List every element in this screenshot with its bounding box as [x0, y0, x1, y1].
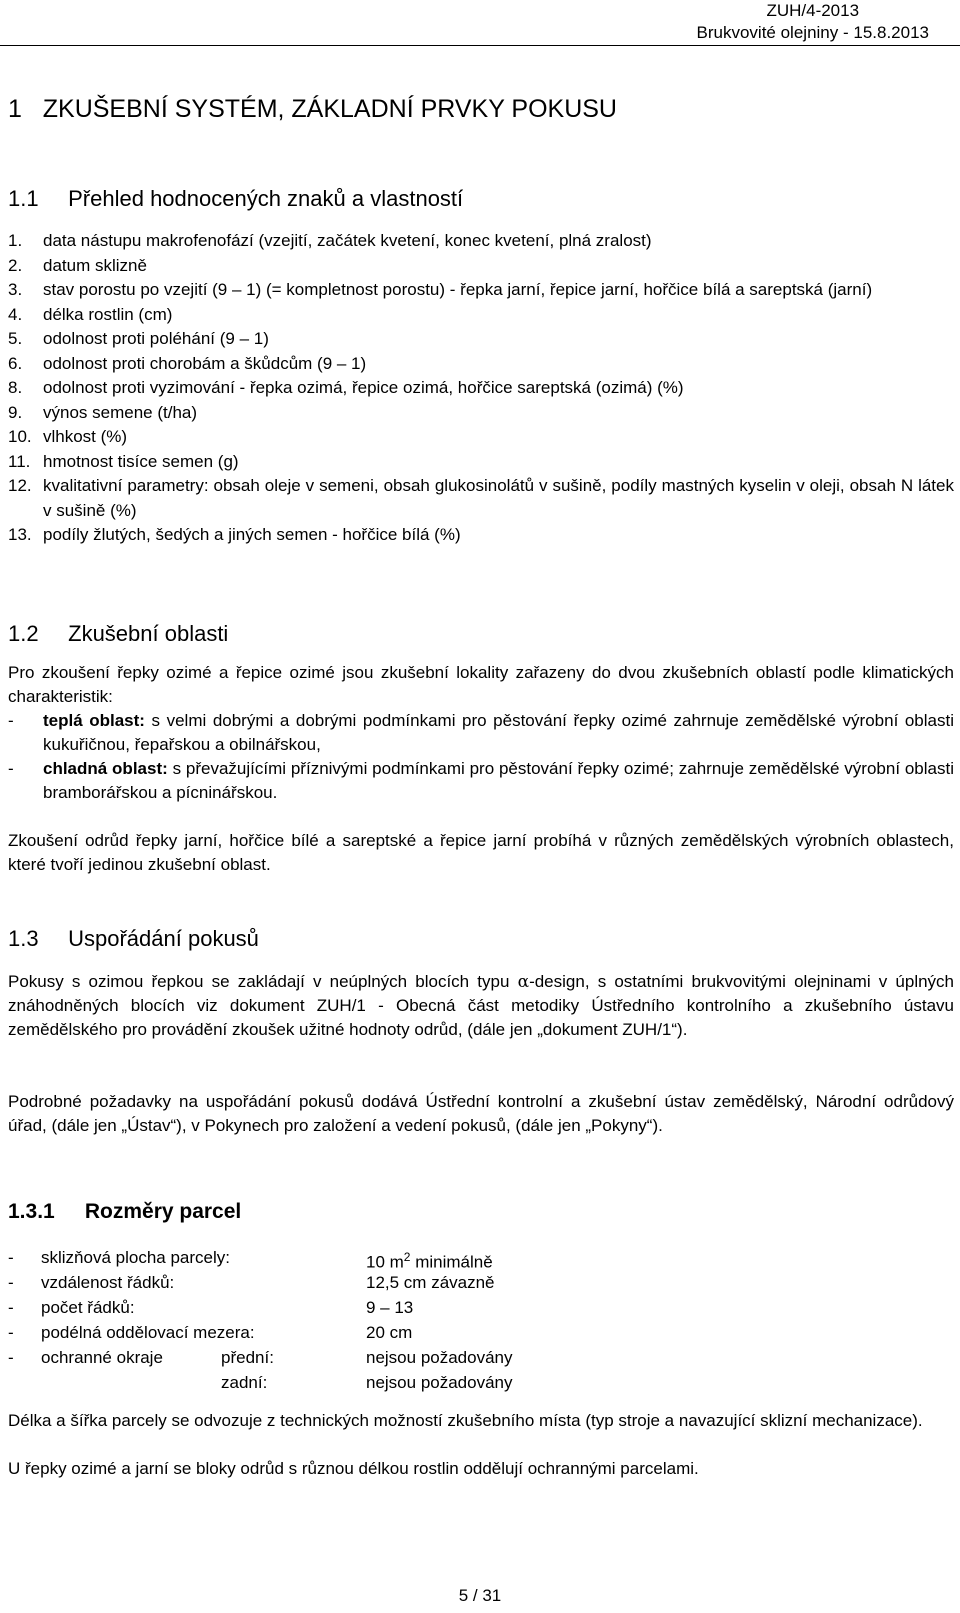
section-1-number: 1 [8, 95, 22, 123]
section-1-1-heading [8, 186, 463, 212]
list-item: - podélná oddělovací mezera: 20 cm [8, 1323, 413, 1342]
term-cold-region: chladná oblast: [43, 759, 168, 778]
section-1-2-number: 1.2 [8, 621, 39, 646]
list-item: 3. stav porostu po vzejití (9 – 1) (= kompletnost porostu) - řepka jarní, řepice jarní, hořčice bílá a sareptská (jarní) [8, 280, 873, 299]
list-item: 13. podíly žlutých, šedých a jiných semen - hořčice bílá (%) [8, 525, 461, 544]
header-doc-code: ZUH/4-2013 [766, 1, 860, 20]
list-item: 5. odolnost proti poléhání (9 – 1) [8, 329, 269, 348]
header-divider [0, 45, 960, 46]
section-1-3-title: Uspořádání pokusů [68, 926, 259, 951]
paragraph: U řepky ozimé a jarní se bloky odrůd s různou délkou rostlin oddělují ochrannými parcelami. [8, 1459, 699, 1478]
section-1-2-heading [8, 621, 228, 647]
section-1-3-heading [8, 926, 259, 952]
section-1-2-title: Zkušební oblasti [68, 621, 229, 646]
list-item: 10. vlhkost (%) [8, 427, 128, 446]
page-number: 5 / 31 [458, 1586, 502, 1605]
list-item: 9. výnos semene (t/ha) [8, 402, 198, 422]
paragraph: Délka a šířka parcely se odvozuje z technických možností zkušebního místa (typ stroje a navazující sklizní mechanizace). [8, 1411, 923, 1430]
list-item: - počet řádků: 9 – 13 [8, 1298, 414, 1317]
list-item: - vzdálenost řádků: 12,5 cm závazně [8, 1273, 495, 1292]
list-item: 12. kvalitativní parametry: obsah oleje v semeni, obsah glukosinolátů v sušině, podíly mastných kyselin v oleji, obsah N látek v sušině (%) [8, 476, 954, 520]
paragraph: Pro zkoušení řepky ozimé a řepice ozimé jsou zkušební lokality zařazeny do dvou zkušebních oblastí podle klimatických charakteristik: [8, 663, 954, 706]
list-item: - ochranné okraje přední: nejsou požadovány [8, 1348, 513, 1367]
list-item: 11. hmotnost tisíce semen (g) [8, 451, 239, 471]
term-warm-region: teplá oblast: [43, 711, 145, 730]
plot-dimensions-list [8, 1245, 948, 1395]
list-item: 8. odolnost proti vyzimování - řepka ozimá, řepice ozimá, hořčice sareptská (ozimá) (%) [8, 378, 684, 397]
header-doc-title: Brukvovité olejniny - 15.8.2013 [696, 23, 929, 42]
bullet-cold-region: - chladná oblast: s převažujícími příznivými podmínkami pro pěstování řepky ozimé; zahrnuje zemědělské výrobní oblasti bramborářskou a pícninářskou. [8, 759, 954, 802]
list-item: 2. datum sklizně [8, 255, 147, 275]
alpha-symbol: α [517, 972, 530, 992]
list-item: - sklizňová plocha parcely: 10 $m^2$ minimálně [8, 1248, 493, 1272]
section-1-title: ZKUŠEBNÍ SYSTÉM, ZÁKLADNÍ PRVKY POKUSU [42, 95, 617, 123]
section-1-3-1-number: 1.3.1 [8, 1200, 55, 1223]
section-1-3-number: 1.3 [8, 926, 39, 951]
paragraph: Podrobné požadavky na uspořádání pokusů dodává Ústřední kontrolní a zkušební ústav zemědělský, Národní odrůdový úřad, (dále jen „Ústav“), v Pokynech pro založení a vedení pokusů, (dále jen „Pokyny“). [8, 1092, 954, 1135]
bullet-warm-region: - teplá oblast: s velmi dobrými a dobrými podmínkami pro pěstování řepky ozimé zahrnuje zemědělské výrobní oblasti kukuřičnou, řepařskou a obilnářskou, [8, 711, 954, 754]
section-1-heading [8, 95, 617, 124]
paragraph: Pokusy s ozimou řepkou se zakládají v neúplných blocích typu α-design, s ostatními brukvovitými olejninami v úplných znáhodněných blocích viz dokument ZUH/1 - Obecná část metodiky Ústředního kontrolního a zkušebního ústavu zemědělského pro provádění zkoušek užitné hodnoty odrůd, (dále jen „dokument ZUH/1“). [8, 972, 955, 1039]
section-1-3-1-title: Rozměry parcel [84, 1200, 242, 1223]
page-header [697, 0, 929, 44]
section-1-1-title: Přehled hodnocených znaků a vlastností [68, 186, 464, 211]
list-item: 1. data nástupu makrofenofází (vzejití, začátek kvetení, konec kvetení, plná zralost) [8, 231, 652, 250]
section-1-3-1-heading [8, 1200, 241, 1224]
test-regions-section [8, 661, 954, 805]
section-1-1-number: 1.1 [8, 186, 39, 211]
paragraph: Zkoušení odrůd řepky jarní, hořčice bílé a sareptské a řepice jarní probíhá v různých zemědělských výrobních oblastech, které tvoří jedinou zkušební oblast. [8, 831, 954, 874]
list-item: 4. délka rostlin (cm) [8, 304, 173, 324]
list-item: zadní: nejsou požadovány [221, 1373, 513, 1392]
list-item: 6. odolnost proti chorobám a škůdcům (9 – 1) [8, 353, 367, 373]
evaluated-traits-list [8, 229, 958, 548]
